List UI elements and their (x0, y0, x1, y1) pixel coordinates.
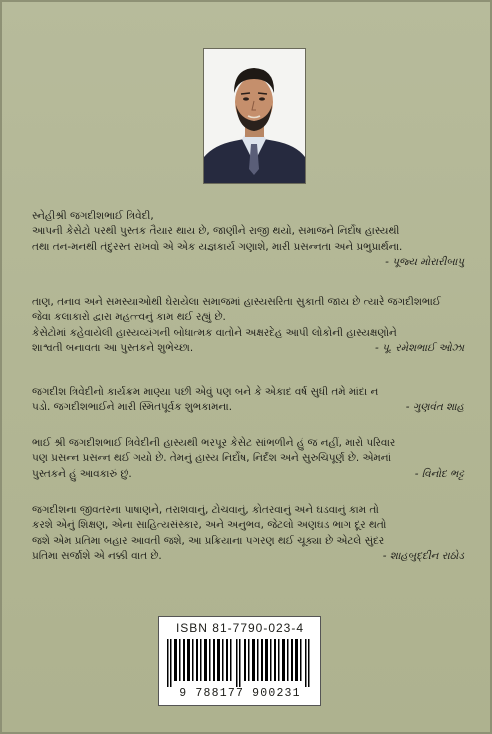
testimonial-line: પણ પ્રસન્ન પ્રસન્ન થઈ ગયો છે. તેમનું હાસ્ય નિર્દોષ, નિર્દંશ અને સુરુચિપૂર્ણ છે. એમનાં (32, 452, 392, 465)
testimonial-line: તાણ, તનાવ અને સમસ્યાઓથી ઘેરાયેલા સમાજમાં હાસ્યસરિતા સુકાતી જાય છે ત્યારે જગદીશભાઈ (32, 296, 441, 308)
testimonial-line: કેસેટોમાં કહેવાયેલી હાસ્યવ્યંગની બોધાત્મક વાતોને અક્ષરદેહ આપી લોકોની હાસ્યક્ષણોને (32, 326, 397, 339)
isbn-label: ISBN 81-7790-023-4 (175, 621, 305, 635)
testimonial-attribution: - પૂજ્ય મોરારીબાપુ (385, 256, 464, 269)
testimonial-line: પુસ્તકને હું આવકારું છું. (32, 467, 132, 480)
testimonial-3 (32, 385, 464, 416)
testimonial-2 (32, 295, 464, 357)
testimonial-line: ભાઈ શ્રી જગદીશભાઈ ત્રિવેદીની હાસ્યથી ભરપૂર કેસેટ સાંભળીને હું જ નહીં, મારો પરિવાર (32, 437, 396, 449)
testimonial-attribution: - ગુણવંત શાહ (405, 401, 464, 414)
testimonial-4 (32, 436, 464, 482)
testimonial-line: તથા તન-મનથી તંદુરસ્ત રાખવો એ એક યજ્ઞકાર્ય ગણાશે, મારી પ્રસન્નતા અને પ્રભુપ્રાર્થના. (32, 240, 403, 253)
testimonial-line: કરશે એનું શિક્ષણ, એના સાહિત્યસંસ્કાર, અને અનુભવ, જેટલો અણઘડ ભાગ દૂર થતો (32, 519, 387, 532)
testimonial-5 (32, 503, 464, 565)
testimonial-line: જગદીશ ત્રિવેદીનો કાર્યક્રમ માણ્યા પછી એવું પણ બને કે એકાદ વર્ષ સુધી તમે માંદા ન (32, 386, 379, 398)
testimonial-attribution: - વિનોદ ભટ્ટ (414, 467, 464, 480)
testimonial-attribution: - પૂ. રમેશભાઈ ઓઝા (375, 342, 464, 355)
testimonial-1 (32, 209, 464, 271)
testimonial-line: આપની કેસેટો પરથી પુસ્તક તૈયાર થાય છે, જાણીને રાજી થયો, સમાજને નિર્દોષ હાસ્યથી (32, 225, 400, 238)
testimonial-line: જેવા કલાકારો દ્વારા મહત્ત્વનું કામ થઈ રહ્યું છે. (32, 311, 226, 324)
testimonial-line: જગદીશના જીવતરના પાષાણને, તરાશવાનું, ટોચવાનું, કોતરવાનું અને ઘડવાનું કામ તો (32, 504, 379, 516)
greeting: સ્નેહીશ્રી જગદીશભાઈ ત્રિવેદી, (32, 210, 154, 222)
isbn-barcode-box (158, 616, 321, 706)
testimonial-line: પ્રતિમા સર્જાશે એ નક્કી વાત છે. (32, 550, 162, 563)
testimonial-line: શાશ્વતી બનાવતા આ પુસ્તકને શુભેચ્છા. (32, 342, 194, 355)
author-photo (203, 48, 306, 184)
testimonial-line: જશે એમ પ્રતિમા બહાર આવતી જશે, આ પ્રક્રિયાના પગરણ થઈ ચૂક્યા છે એટલે સુંદર (32, 534, 385, 547)
testimonial-attribution: - શાહબુદ્દીન રાઠોડ (382, 550, 464, 563)
barcode-icon (165, 639, 313, 687)
testimonial-line: પડો. જગદીશભાઈને મારી સ્મિતપૂર્વક શુભકામના. (32, 401, 233, 414)
ean-number: 9 788177 900231 (179, 687, 301, 700)
